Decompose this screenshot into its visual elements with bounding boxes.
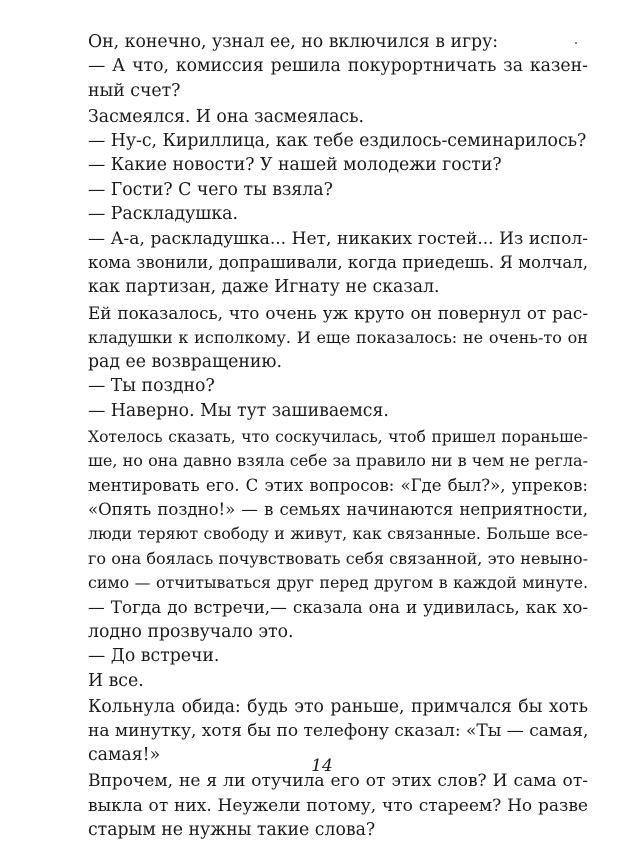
text-line: Он, конечно, узнал ее, но включился в игру: <box>88 32 499 52</box>
text-line: ше, но она давно взяла себе за правило ни в чем не регла- <box>88 451 588 471</box>
text-line: Хотелось сказать, что соскучилась, чтоб пришел пораньше- <box>88 427 588 446</box>
text-line: рад ее возвращению. <box>88 352 282 373</box>
text-line: люди теряют свободу и живут, как связанные. Больше все- <box>88 524 588 544</box>
text-line: — Ты поздно? <box>88 376 215 397</box>
text-line: старым не нужны такие слова? <box>88 820 376 840</box>
text-line: кома звонили, допрашивали, когда приедешь. Я молчал, <box>88 253 588 273</box>
page-number: 14 <box>311 756 333 776</box>
text-line: — Какие новости? У нашей молодежи гости? <box>88 155 502 176</box>
text-line: — До встречи. <box>88 646 220 667</box>
text-line: го она боялась почувствовать себя связанной, это невыно- <box>88 548 588 568</box>
text-line: — Наверно. Мы тут зашиваемся. <box>88 400 389 421</box>
text-line: — А что, комиссия решила покурортничать за казен- <box>88 56 588 77</box>
text-line: — Ну-с, Кириллица, как тебе ездилось-семинарилось? <box>88 131 587 152</box>
text-line: — Раскладушка. <box>88 204 238 225</box>
text-line: Кольнула обида: будь это раньше, примчался бы хоть <box>88 696 588 717</box>
text-line: Ей показалось, что очень уж круто он повернул от рас- <box>88 303 588 324</box>
text-line: на минутку, хотя бы по телефону сказал: «Ты — самая, <box>88 720 589 741</box>
text-line: симо — отчитываться друг перед другом в каждой минуте. <box>88 573 588 593</box>
text-line: ный счет? <box>88 80 181 101</box>
text-line: — Тогда до встречи,— сказала она и удивилась, как хо- <box>88 597 588 618</box>
text-line: как партизан, даже Игнату не сказал. <box>88 277 440 298</box>
body-text <box>88 30 588 842</box>
text-line: выкла от них. Неужели потому, что стареем? Но разве <box>88 795 588 816</box>
text-line: — А-а, раскладушка... Нет, никаких гостей... Из испол- <box>88 228 588 249</box>
text-line: самая!» <box>88 745 161 766</box>
text-line: — Гости? С чего ты взяла? <box>88 179 333 200</box>
text-line: ментировать его. С этих вопросов: «Где был?», упреков: <box>88 475 588 495</box>
print-speck <box>575 42 577 44</box>
text-line: «Опять поздно!» — в семьях начинаются неприятности, <box>88 499 588 519</box>
text-line: лодно прозвучало это. <box>88 621 294 642</box>
text-line: И все. <box>88 670 144 691</box>
text-line: кладушки к исполкому. И еще показалось: не очень-то он <box>88 327 588 347</box>
text-line: Засмеялся. И она засмеялась. <box>88 106 364 127</box>
text-line: Впрочем, не я ли отучила его от этих слов? И сама от- <box>88 771 588 792</box>
